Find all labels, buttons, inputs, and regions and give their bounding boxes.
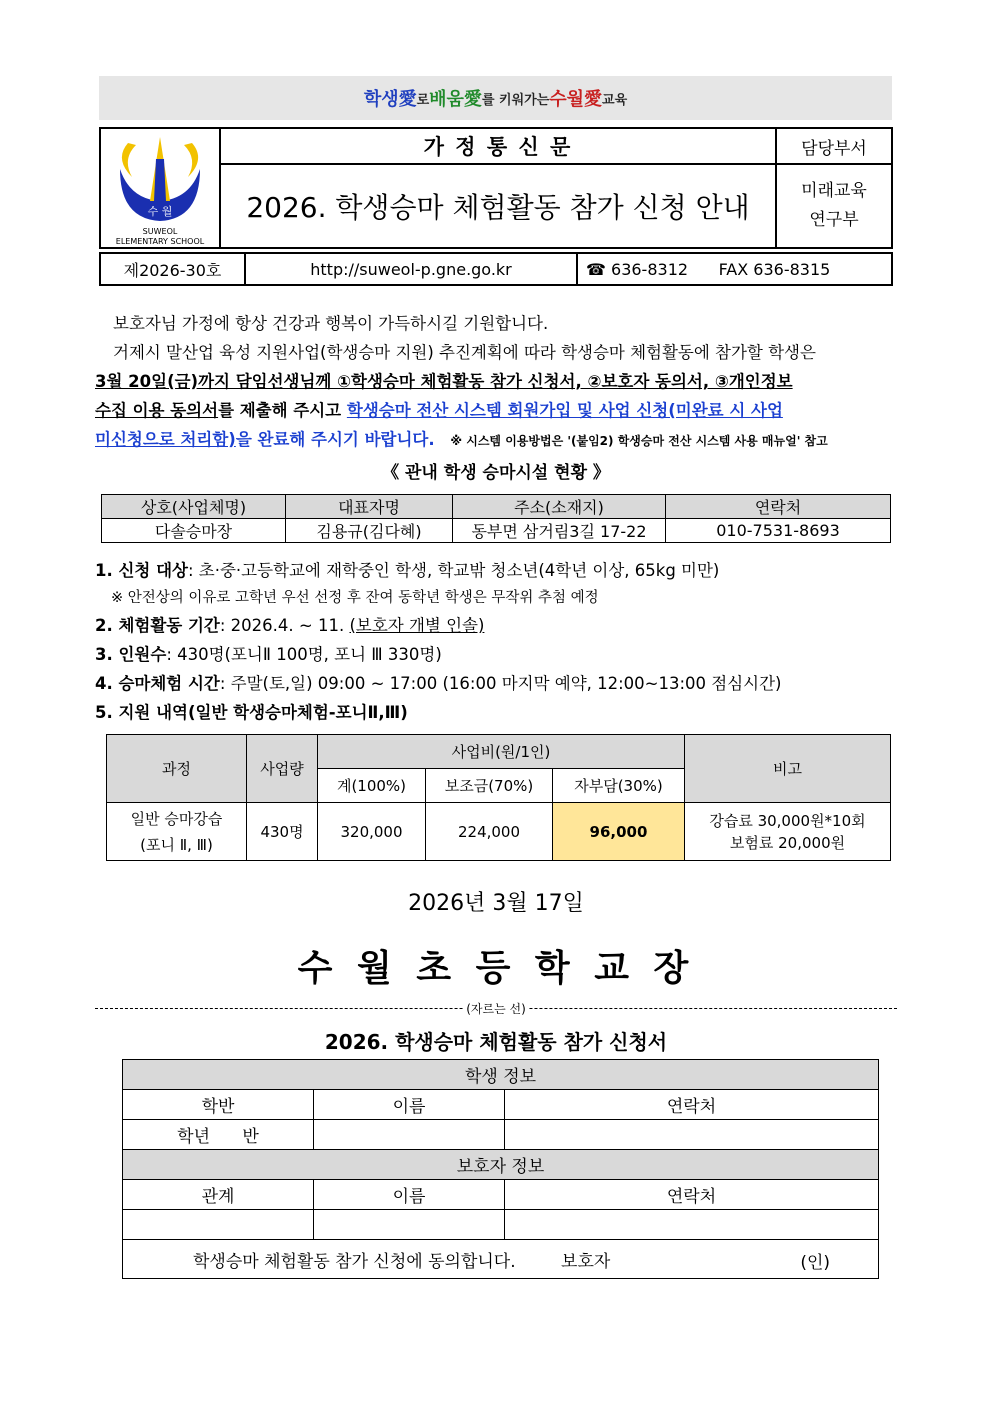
- list-item: 2. 체험활동 기간: 2026.4. ~ 11. (보호자 개별 인솔): [95, 616, 485, 635]
- greeting: 보호자님 가정에 항상 건강과 행복이 가득하시길 기원합니다.: [113, 314, 549, 333]
- slogan-part: 학생愛: [363, 89, 417, 110]
- info-list: [95, 556, 905, 727]
- relation-field[interactable]: [123, 1210, 314, 1240]
- list-item: 5. 지원 내역(일반 학생승마체험-포니Ⅱ,Ⅲ): [95, 703, 408, 722]
- table-header: 비고: [685, 735, 891, 803]
- grade-class-field[interactable]: 학년 반: [123, 1120, 314, 1150]
- section-header: 학생 정보: [123, 1060, 879, 1090]
- table-cell: 김용규(김다혜): [286, 519, 453, 543]
- dept-name: 미래교육 연구부: [776, 164, 892, 248]
- table-header: 자부담(30%): [553, 769, 685, 803]
- table-header: 주소(소재지): [453, 495, 666, 519]
- table-header: 이름: [314, 1180, 505, 1210]
- guardian-label: 보호자: [561, 1251, 611, 1272]
- table-cell: 강습료 30,000원*10회 보험료 20,000원: [685, 803, 891, 861]
- school-logo: [100, 128, 220, 248]
- cut-line: (자르는 선): [95, 1000, 897, 1016]
- list-item: 3. 인원수: 430명(포니Ⅱ 100명, 포니 Ⅲ 330명): [95, 645, 442, 664]
- section-header: 보호자 정보: [123, 1150, 879, 1180]
- intro-text: 를 제출해 주시고: [218, 401, 347, 420]
- table-cell: 320,000: [318, 803, 426, 861]
- table-header: 이름: [314, 1090, 505, 1120]
- school-url[interactable]: http://suweol-p.gne.go.kr: [245, 253, 577, 285]
- deadline-text: 수집 이용 동의서: [95, 401, 219, 420]
- consent-row: [123, 1240, 879, 1279]
- contact-numbers: ☎ 636-8312 FAX 636-8315: [577, 253, 892, 285]
- header-table: [99, 127, 893, 249]
- slogan-part: 로: [416, 92, 430, 108]
- facility-table: [101, 494, 891, 543]
- issue-date: 2026년 3월 17일: [408, 891, 584, 916]
- table-cell: 일반 승마강습 (포니 Ⅱ, Ⅲ): [107, 803, 247, 861]
- system-signup-text: 학생승마 전산 시스템 회원가입 및 사업 신청(미완료 시 사업: [346, 401, 783, 420]
- table-cell: 다솔승마장: [102, 519, 286, 543]
- intro-text: 을 완료해 주시기 바랍니다.: [235, 430, 435, 449]
- table-header: 연락처: [505, 1090, 879, 1120]
- table-cell: 동부면 삼거림3길 17-22: [453, 519, 666, 543]
- slogan-part: 수월愛: [549, 89, 603, 110]
- slogan-part: 배움愛: [429, 89, 482, 110]
- table-header: 학반: [123, 1090, 314, 1120]
- form-title: 2026. 학생승마 체험활동 참가 신청서: [324, 1030, 668, 1054]
- application-form: [122, 1059, 879, 1279]
- table-header: 과정: [107, 735, 247, 803]
- seal-mark[interactable]: (인): [800, 1253, 830, 1273]
- logo-english: SUWEOL ELEMENTARY SCHOOL: [115, 227, 205, 246]
- table-header: 관계: [123, 1180, 314, 1210]
- table-header: 연락처: [505, 1180, 879, 1210]
- svg-text:수 월: 수 월: [147, 205, 173, 218]
- table-cell: 010-7531-8693: [666, 519, 891, 543]
- doc-number: 제2026-30호: [100, 253, 245, 285]
- dept-label: 담당부서: [776, 128, 892, 164]
- intro-text: 거제시 말산업 육성 지원사업(학생승마 지원) 추진계획에 따라 학생승마 체험활동에 참가할 학생은: [113, 343, 816, 362]
- slogan-banner: [99, 76, 892, 120]
- support-table: [106, 734, 891, 861]
- table-cell: 430명: [247, 803, 318, 861]
- signer: 수 월 초 등 학 교 장: [297, 948, 695, 989]
- highlight-cell: 96,000: [553, 803, 685, 861]
- newsletter-label: 가 정 통 신 문: [220, 128, 776, 164]
- list-note: ※ 안전상의 이유로 고학년 우선 선정 후 잔여 동학년 학생은 무작위 추첨 예정: [111, 590, 599, 606]
- page-title: 2026. 학생승마 체험활동 참가 신청 안내: [220, 164, 776, 248]
- info-table: [99, 252, 893, 286]
- guardian-contact-field[interactable]: [505, 1210, 879, 1240]
- table-header: 보조금(70%): [426, 769, 553, 803]
- deadline-text: 3월 20일(금)까지 담임선생님께 ①학생승마 체험활동 참가 신청서, ②보호자 동의서, ③개인정보: [95, 372, 793, 391]
- table-row: [107, 803, 891, 861]
- intro-paragraph: [95, 309, 900, 456]
- guardian-name-field[interactable]: [314, 1210, 505, 1240]
- consent-text: 학생승마 체험활동 참가 신청에 동의합니다.: [193, 1251, 516, 1272]
- table-header: 대표자명: [286, 495, 453, 519]
- list-item: 1. 신청 대상: 초·중·고등학교에 재학중인 학생, 학교밖 청소년(4학년 이상, 65kg 미만): [95, 561, 720, 580]
- table-header: 연락처: [666, 495, 891, 519]
- table-cell: 224,000: [426, 803, 553, 861]
- system-signup-text: 미신청으로 처리함): [95, 430, 236, 449]
- table-header: 계(100%): [318, 769, 426, 803]
- school-logo-icon: [110, 129, 210, 229]
- table-header: 사업량: [247, 735, 318, 803]
- student-name-field[interactable]: [314, 1120, 505, 1150]
- student-contact-field[interactable]: [505, 1120, 879, 1150]
- slogan-part: 교육: [602, 92, 628, 108]
- facility-title: 《 관내 학생 승마시설 현황 》: [382, 463, 610, 483]
- manual-note: ※ 시스템 이용방법은 '(붙임2) 학생승마 전산 시스템 사용 매뉴얼' 참고: [450, 434, 828, 448]
- list-item: 4. 승마체험 시간: 주말(토,일) 09:00 ~ 17:00 (16:00 마지막 예약, 12:00~13:00 점심시간): [95, 674, 782, 693]
- table-header: 상호(사업체명): [102, 495, 286, 519]
- slogan-part: 를 키워가는: [481, 92, 550, 108]
- table-header: 사업비(원/1인): [318, 735, 685, 769]
- table-row: [102, 519, 891, 543]
